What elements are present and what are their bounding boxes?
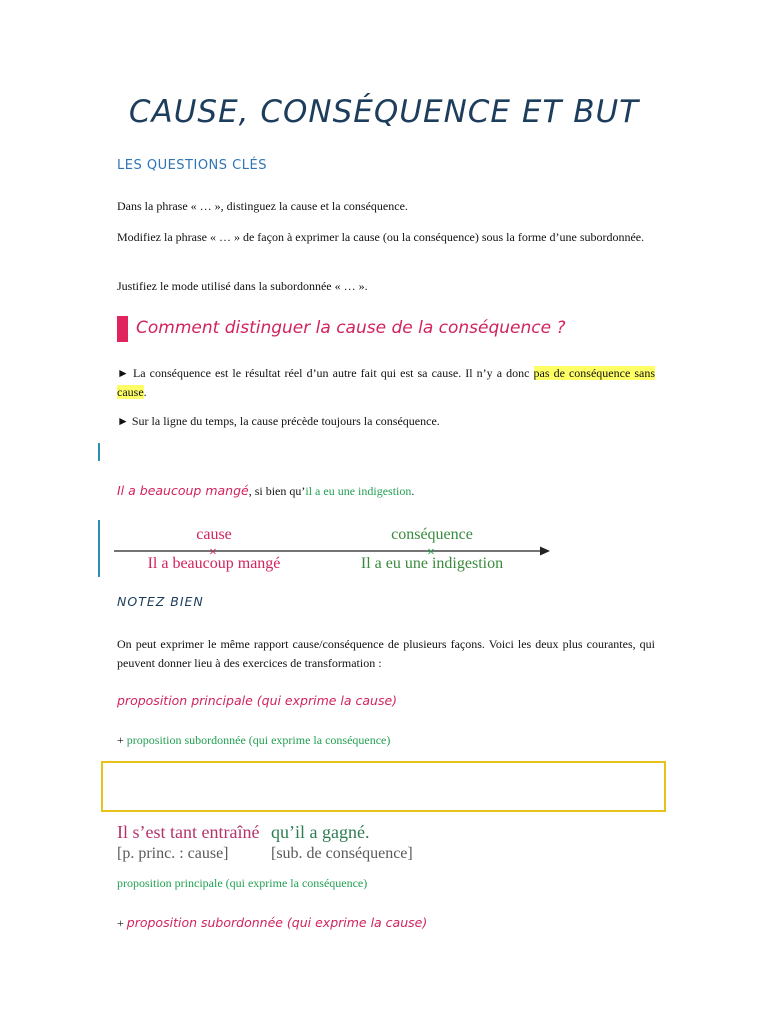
question-1: Dans la phrase « … », distinguez la cause et la conséquence.: [117, 199, 408, 213]
cause-marker: ×: [208, 546, 218, 558]
form2-sub: proposition subordonnée (qui exprime la cause): [126, 915, 428, 930]
example-main-clause: Il s’est tant entraîné: [117, 822, 260, 842]
p1-text-after: .: [143, 385, 147, 399]
form1-sub-line: [117, 733, 390, 748]
form2-plus: +: [117, 916, 127, 930]
example-connector: , si bien qu’: [248, 484, 306, 498]
notez-intro: On peut exprimer le même rapport cause/conséquence de plusieurs façons. Voici les deux plus courantes, qui peuvent donner lieu à des exercices de transformation :: [117, 637, 655, 670]
empty-box: [101, 761, 666, 812]
timeline-cause-text: Il a beaucoup mangé: [147, 555, 281, 572]
timeline-figure: [112, 520, 552, 578]
form1-sub: proposition subordonnée (qui exprime la conséquence): [126, 733, 391, 747]
consequence-marker: ×: [426, 546, 436, 558]
notez-heading: NOTEZ BIEN: [117, 594, 204, 609]
example-sub-clause: qu’il a gagné.: [271, 822, 370, 842]
p1-highlight: pas de conséquence sans cause: [117, 366, 655, 399]
timeline-cause-label: cause: [196, 526, 232, 543]
example-consequence: il a eu une indigestion: [305, 484, 412, 498]
section-paragraph-2: ► Sur la ligne du temps, la cause précède toujours la conséquence.: [117, 414, 440, 428]
example-main-label: [p. princ. : cause]: [117, 845, 229, 862]
example-cause: Il a beaucoup mangé: [117, 483, 249, 498]
timeline-consequence-text: Il a eu une indigestion: [360, 555, 504, 572]
page-title: CAUSE, CONSÉQUENCE ET BUT: [128, 94, 640, 130]
form2-main: proposition principale (qui exprime la conséquence): [117, 876, 368, 890]
section-marker-bar: [117, 316, 128, 342]
section-paragraph-1: [117, 364, 655, 402]
question-3: Justifiez le mode utilisé dans la subordonnée « … ».: [117, 279, 368, 293]
p1-text-before: ► La conséquence est le résultat réel d’un autre fait qui est sa cause. Il n’y a donc: [117, 366, 534, 380]
questions-heading: LES QUESTIONS CLÉS: [117, 158, 267, 173]
timeline-arrow-head: [540, 547, 550, 556]
form2-sub-line: [117, 915, 427, 931]
timeline-consequence-label: conséquence: [391, 526, 473, 543]
question-2: Modifiez la phrase « … » de façon à exprimer la cause (ou la conséquence) sous la forme d’une subordonnée.: [117, 230, 645, 244]
form1-plus: +: [117, 733, 127, 747]
example-sub-label: [sub. de conséquence]: [271, 845, 413, 862]
section-heading: Comment distinguer la cause de la conséquence ?: [136, 318, 566, 338]
timeline-margin-bar: [98, 520, 100, 577]
example-sentence: [117, 483, 414, 499]
example-end: .: [411, 484, 415, 498]
margin-bar: [98, 443, 100, 461]
form1-main: proposition principale (qui exprime la cause): [117, 693, 398, 708]
